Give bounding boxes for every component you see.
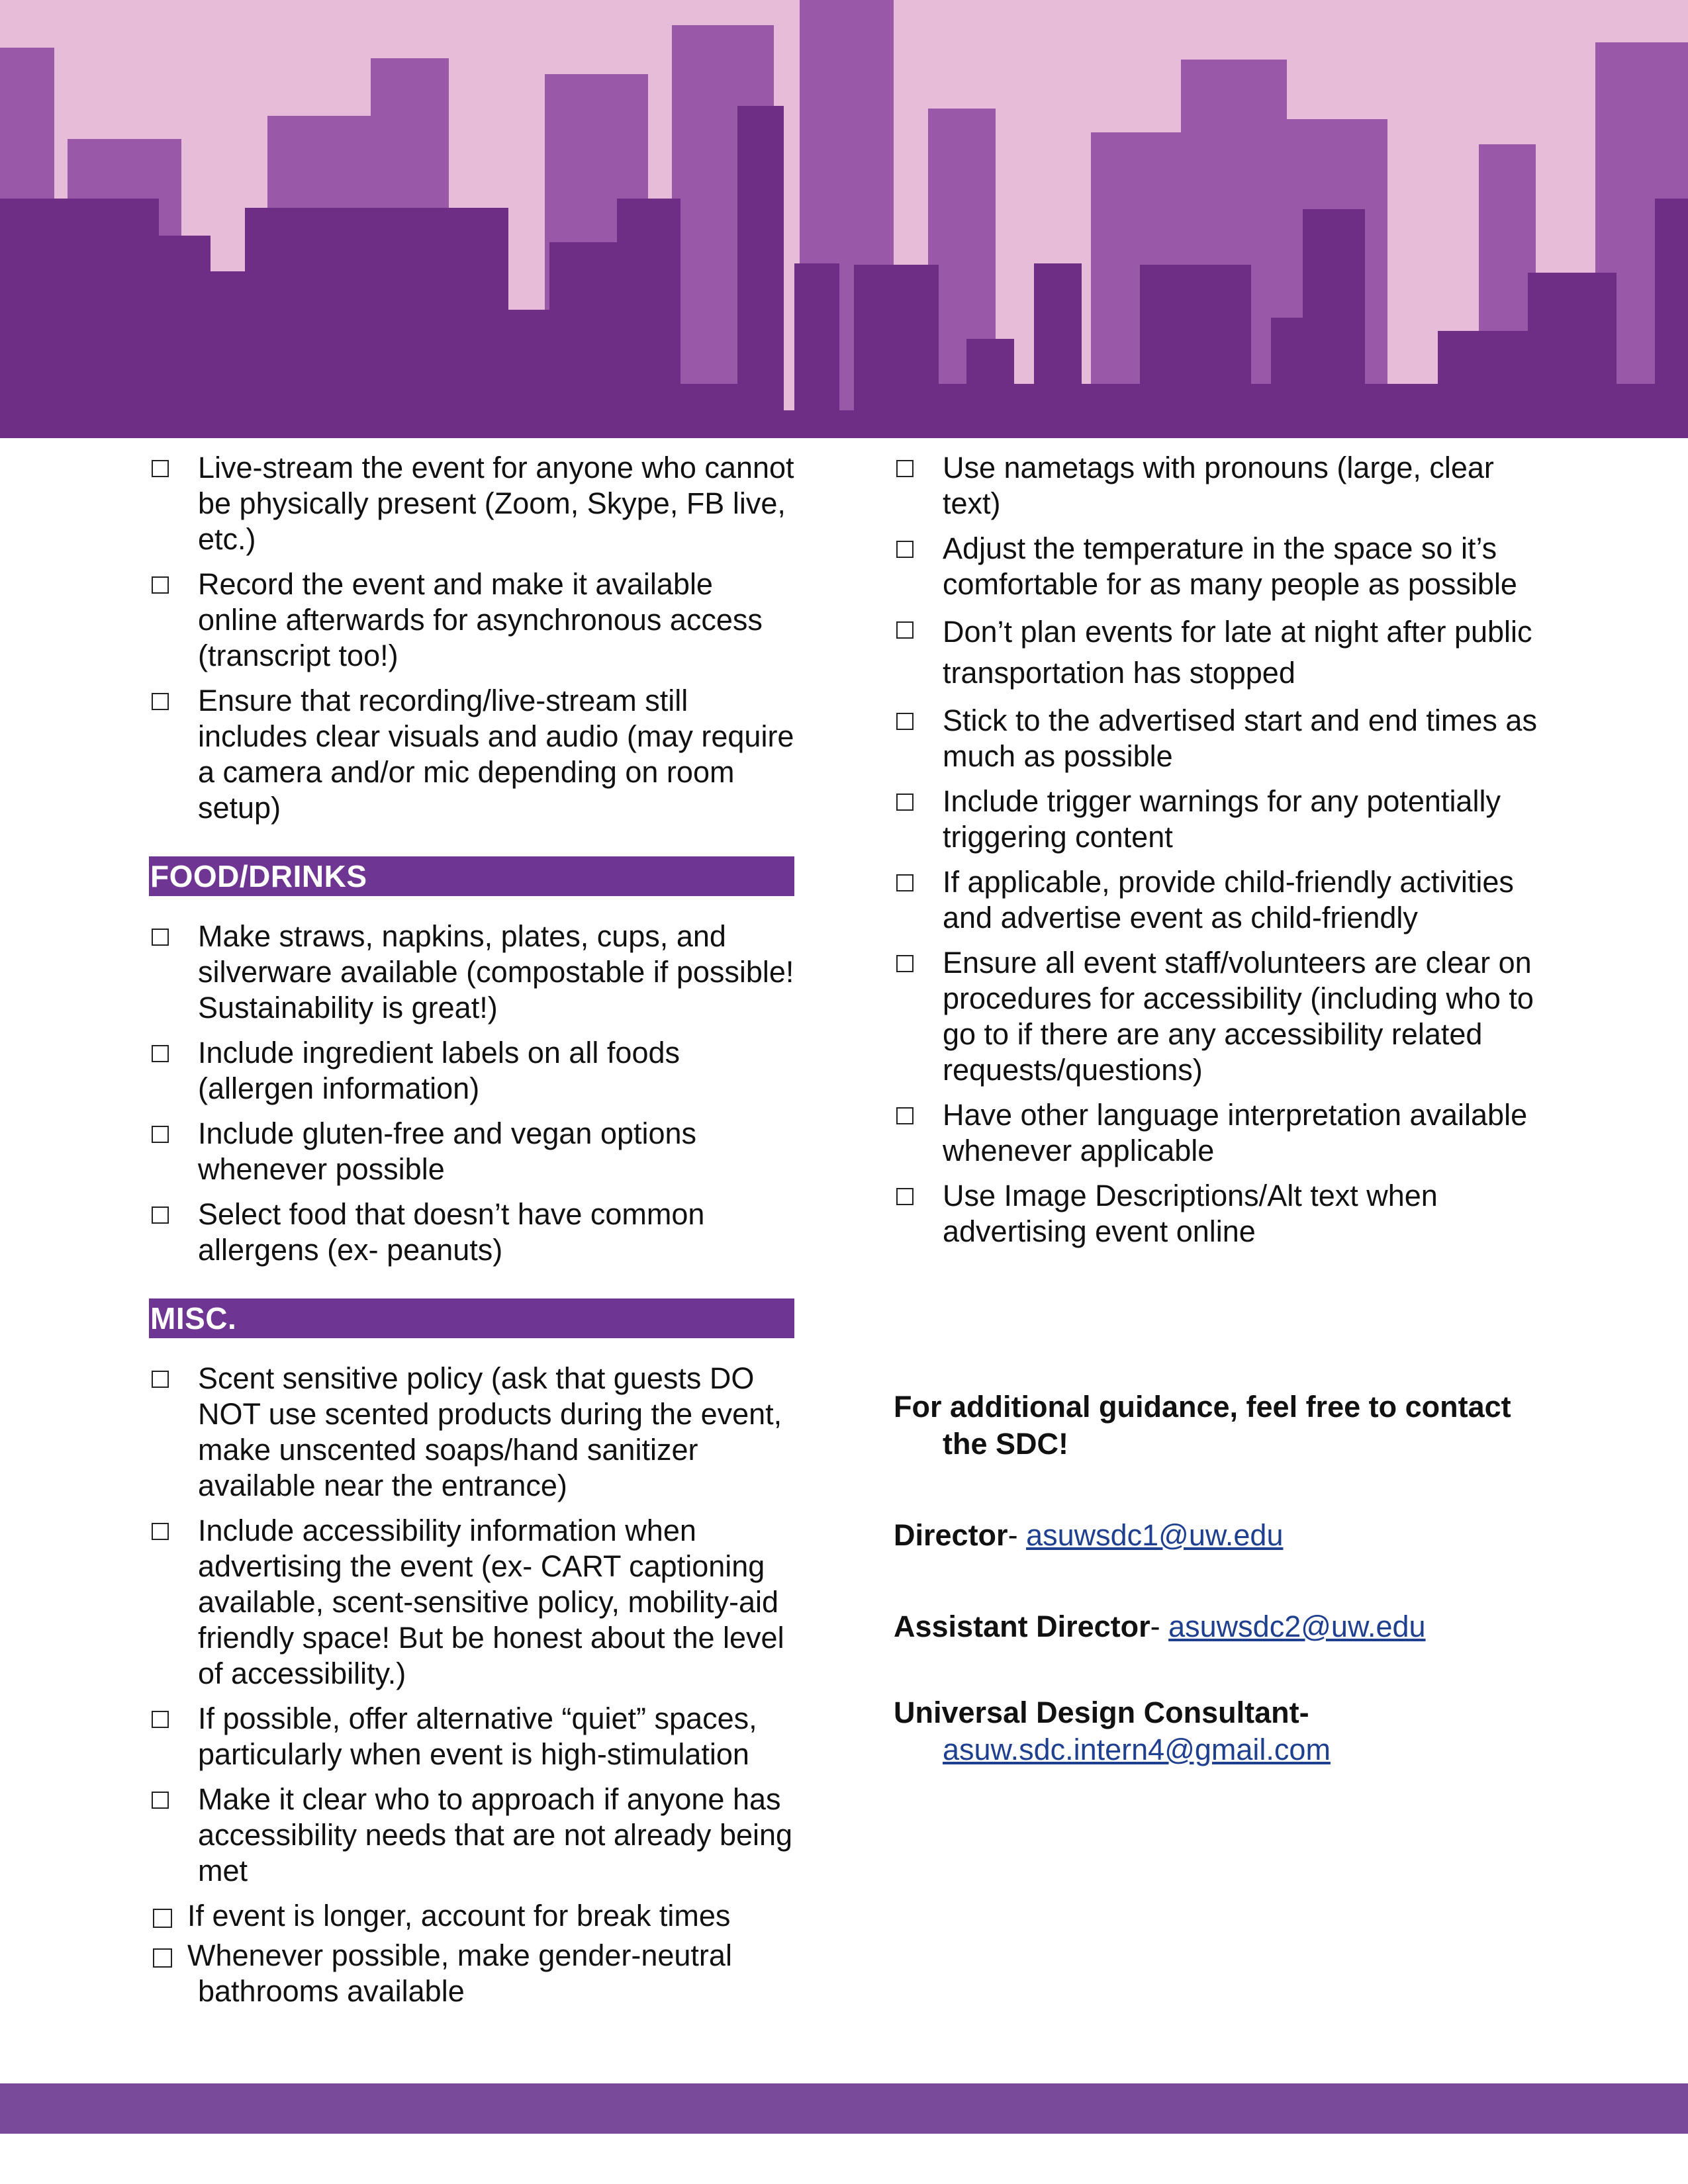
checklist-item-text: Include trigger warnings for any potentially triggering content: [943, 784, 1501, 854]
checklist-item-text: Use Image Descriptions/Alt text when advertising event online: [943, 1179, 1438, 1248]
director-label: Director: [894, 1518, 1008, 1552]
skyline-banner: [0, 0, 1688, 438]
checklist-item: [894, 531, 1556, 602]
empty-checkbox-icon[interactable]: [152, 576, 169, 594]
checklist-item: [894, 612, 1556, 694]
consultant-email-link[interactable]: asuw.sdc.intern4@gmail.com: [943, 1733, 1331, 1766]
contact-intro-line-2: the SDC!: [943, 1427, 1068, 1461]
checklist-item: [149, 1898, 798, 1934]
checklist-item: [149, 919, 798, 1026]
assistant-director-email-link[interactable]: asuwsdc2@uw.edu: [1168, 1610, 1426, 1643]
contact-intro: [894, 1388, 1556, 1463]
checklist-item-text: Scent sensitive policy (ask that guests DO NOT use scented products during the event, make unscented soaps/hand sanitizer available near the entrance): [198, 1361, 782, 1502]
section-header-misc: MISC.: [149, 1298, 794, 1338]
empty-checkbox-icon[interactable]: [153, 1909, 172, 1928]
empty-checkbox-icon[interactable]: [896, 713, 914, 730]
consultant-email-wrapper: [894, 1731, 1556, 1768]
empty-checkbox-icon[interactable]: [152, 1045, 169, 1062]
empty-checkbox-icon[interactable]: [896, 621, 914, 639]
food-drinks-checklist: [149, 919, 798, 1268]
checklist-item-text: Make straws, napkins, plates, cups, and silverware available (compostable if possible! Sustainability is great!): [198, 919, 794, 1024]
checklist-item-text: Include accessibility information when advertising the event (ex- CART captioning available, scent-sensitive policy, mobility-aid friendly space! But be honest about the level of accessibility.): [198, 1514, 784, 1690]
checklist-item-text: Live-stream the event for anyone who cannot be physically present (Zoom, Skype, FB live, etc.): [198, 451, 794, 556]
consultant-label: Universal Design Consultant-: [894, 1696, 1309, 1729]
checklist-item: [149, 1197, 798, 1268]
empty-checkbox-icon[interactable]: [152, 460, 169, 477]
misc-checklist: [149, 1361, 798, 2009]
checklist-item-text: Ensure all event staff/volunteers are clear on procedures for accessibility (including who to go to if there are any accessibility related requests/questions): [943, 946, 1534, 1087]
empty-checkbox-icon[interactable]: [896, 460, 914, 477]
checklist-item-text: If event is longer, account for break times: [187, 1899, 731, 1933]
checklist-item: [149, 1701, 798, 1772]
checklist-item: [149, 567, 798, 674]
left-column: [149, 450, 798, 2013]
footer-bar: [0, 2083, 1688, 2134]
event-access-checklist: [149, 450, 798, 826]
empty-checkbox-icon[interactable]: [152, 693, 169, 710]
checklist-item-text: Ensure that recording/live-stream still includes clear visuals and audio (may require a camera and/or mic depending on room setup): [198, 684, 794, 825]
checklist-item: [894, 450, 1556, 522]
empty-checkbox-icon[interactable]: [152, 1371, 169, 1388]
empty-checkbox-icon[interactable]: [896, 955, 914, 972]
checklist-item-text: Include ingredient labels on all foods (allergen information): [198, 1036, 680, 1105]
section-header-food-drinks: FOOD/DRINKS: [149, 856, 794, 896]
empty-checkbox-icon[interactable]: [896, 1188, 914, 1205]
checklist-item: [149, 1782, 798, 1889]
checklist-item: [149, 1116, 798, 1187]
checklist-item-text: Stick to the advertised start and end times as much as possible: [943, 704, 1537, 773]
checklist-item-text: If possible, offer alternative “quiet” spaces, particularly when event is high-stimulation: [198, 1702, 757, 1771]
checklist-item: [894, 945, 1556, 1088]
checklist-item-text: Include gluten-free and vegan options whenever possible: [198, 1116, 697, 1186]
checklist-item: [149, 1361, 798, 1504]
checklist-item-text: Use nametags with pronouns (large, clear text): [943, 451, 1494, 520]
checklist-item: [894, 784, 1556, 855]
planning-checklist: [894, 450, 1556, 1250]
assistant-director-contact: [894, 1608, 1556, 1645]
empty-checkbox-icon[interactable]: [896, 1107, 914, 1124]
checklist-item-text: If applicable, provide child-friendly activities and advertise event as child-friendly: [943, 865, 1514, 934]
empty-checkbox-icon[interactable]: [896, 541, 914, 558]
empty-checkbox-icon[interactable]: [152, 1206, 169, 1224]
director-email-link[interactable]: asuwsdc1@uw.edu: [1026, 1518, 1284, 1552]
checklist-item-text: Don’t plan events for late at night after public transportation has stopped: [943, 615, 1532, 690]
checklist-item: [149, 683, 798, 826]
empty-checkbox-icon[interactable]: [896, 794, 914, 811]
right-column: [894, 450, 1556, 1259]
checklist-item: [894, 864, 1556, 936]
empty-checkbox-icon[interactable]: [152, 1523, 169, 1540]
checklist-item-text: Have other language interpretation available whenever applicable: [943, 1098, 1528, 1167]
universal-design-consultant-contact: [894, 1694, 1556, 1768]
assistant-director-label: Assistant Director: [894, 1610, 1150, 1643]
checklist-item-text: Whenever possible, make gender-neutral: [187, 1938, 732, 1972]
checklist-item-text: Adjust the temperature in the space so it’s comfortable for as many people as possible: [943, 531, 1517, 601]
checklist-item-text: Record the event and make it available online afterwards for asynchronous access (transcript too!): [198, 567, 763, 672]
checklist-item: [894, 1178, 1556, 1250]
checklist-item: [149, 450, 798, 557]
director-contact: [894, 1517, 1556, 1554]
empty-checkbox-icon[interactable]: [152, 1792, 169, 1809]
assistant-director-separator: -: [1150, 1610, 1169, 1643]
checklist-item-text: Select food that doesn’t have common allergens (ex- peanuts): [198, 1197, 705, 1267]
checklist-item: [149, 1035, 798, 1107]
checklist-item: [894, 1097, 1556, 1169]
empty-checkbox-icon[interactable]: [896, 874, 914, 891]
checklist-item: [894, 703, 1556, 774]
checklist-item-text-continued: bathrooms available: [198, 1974, 465, 2008]
contact-intro-line-1: For additional guidance, feel free to contact: [894, 1390, 1511, 1424]
checklist-item-text: Make it clear who to approach if anyone has accessibility needs that are not already being met: [198, 1782, 793, 1888]
checklist-item: [149, 1513, 798, 1692]
director-separator: -: [1008, 1518, 1027, 1552]
empty-checkbox-icon[interactable]: [152, 1126, 169, 1143]
checklist-item: [149, 1938, 798, 2009]
empty-checkbox-icon[interactable]: [153, 1948, 172, 1968]
empty-checkbox-icon[interactable]: [152, 929, 169, 946]
empty-checkbox-icon[interactable]: [152, 1711, 169, 1728]
